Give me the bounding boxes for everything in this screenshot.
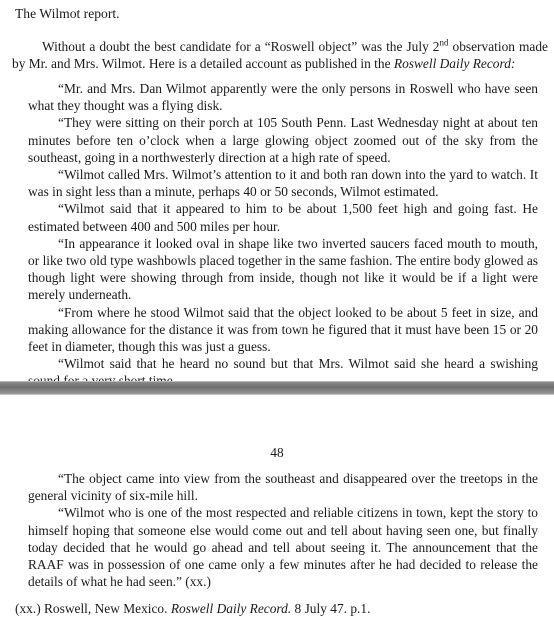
intro-superscript: nd: [439, 37, 449, 48]
quote-paragraph: “Wilmot said that he heard no sound but that Mrs. Wilmot said she heard a swishing: [58, 356, 538, 372]
intro-paragraph: [12, 38, 548, 72]
page-separator: [0, 381, 554, 395]
footnote-prefix: (xx.) Roswell, New Mexico.: [15, 601, 171, 616]
quote-paragraph: “They were sitting on their porch at 105 South Penn. Last Wednesday night at about ten minutes before ten o’clock when a large glowing object zoomed out of the sky from the southeast, going in a northwesterly direction at a high rate of speed.: [28, 115, 538, 165]
newspaper-quote: [28, 80, 538, 390]
quote-paragraph: “Mr. and Mrs. Dan Wilmot apparently were the only persons in Roswell who have seen what they thought was a flying disk.: [28, 81, 538, 114]
footnote: [15, 600, 370, 617]
footnote-source: Roswell Daily Record.: [170, 601, 292, 616]
document-page-lower: [0, 394, 554, 627]
quote-paragraph: “Wilmot who is one of the most respected and reliable citizens in town, kept the story to himself hoping that someone else would come out and tell about having seen one, but finally today decided that he would go ahead and tell about seeing it. The announcement that the RAAF was in possession of one came only a few minutes after he had decided to release the details of what he had seen.” (xx.): [28, 505, 538, 590]
newspaper-quote-continued: [28, 470, 538, 590]
quote-paragraph: “Wilmot said that it appeared to him to be about 1,500 feet high and going fast. He estimated between 400 and 500 miles per hour.: [28, 201, 538, 234]
footnote-suffix: 8 July 47. p.1.: [291, 601, 371, 616]
intro-source: Roswell Daily Record:: [393, 56, 516, 72]
quote-paragraph: “In appearance it looked oval in shape like two inverted saucers faced mouth to mouth, or like two old type washbowls placed together in the same fashion. The entire body glowed as though light were showing through from inside, though not like it would be if a light were merely underneath.: [28, 235, 538, 303]
section-title: The Wilmot report.: [15, 6, 120, 21]
page-number: 48: [270, 445, 284, 460]
quote-paragraph: “From where he stood Wilmot said that the object looked to be about 5 feet in size, and making allowance for the distance it was from town he figured that it must have been 15 or 20 feet in diameter, though this was just a guess.: [28, 304, 538, 355]
quote-paragraph: “The object came into view from the southeast and disappeared over the treetops in the general vicinity of six-mile hill.: [28, 471, 538, 504]
intro-text-part1: Without a doubt the best candidate for a “Roswell object” was the July 2: [42, 39, 440, 54]
quote-paragraph: “Wilmot called Mrs. Wilmot’s attention to it and both ran down into the yard to watch. It was in sight less than a minute, perhaps 40 or 50 seconds, Wilmot estimated.: [28, 167, 538, 200]
intro-text-part2: observation made by Mr. and Mrs. Wilmot. Here is a detailed account as published in the: [12, 39, 548, 72]
